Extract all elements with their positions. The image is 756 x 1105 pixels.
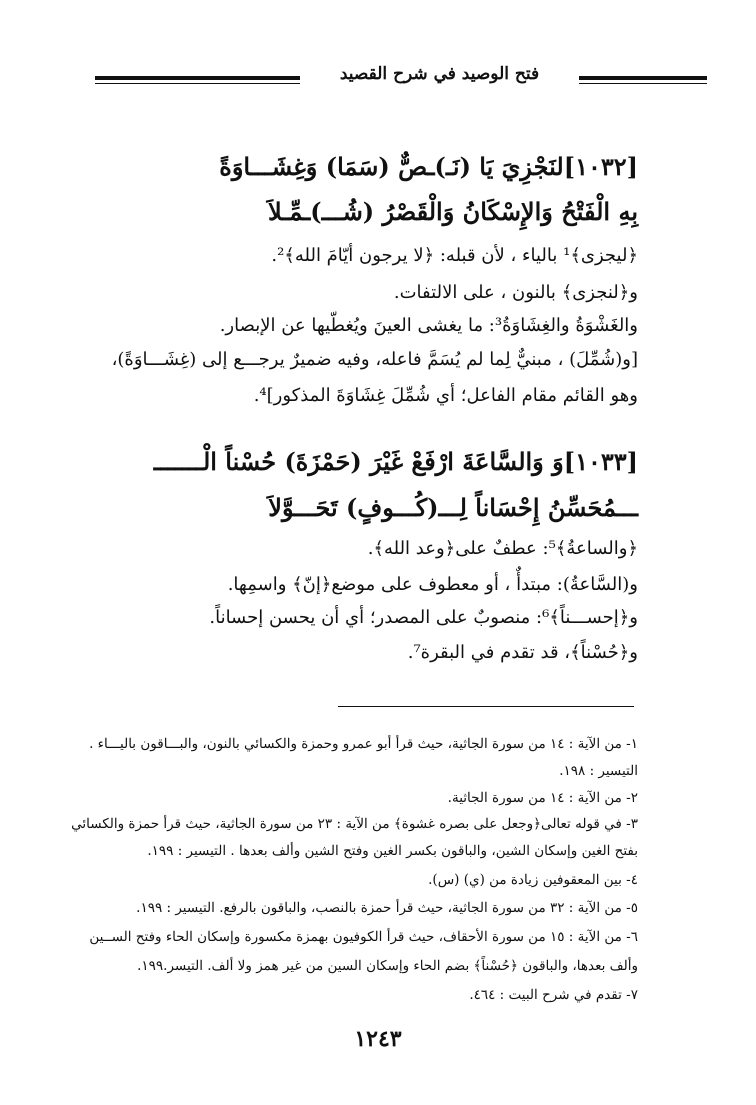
header-rule: [95, 76, 300, 80]
running-header: [95, 62, 707, 92]
verse-1032-line-1: [١٠٣٢]لنَجْزِيَ يَا (نَـ)ـصٌّ (سَمَا) وَغِشَـــاوَةً: [219, 152, 638, 181]
header-rule: [579, 83, 707, 84]
footnote-line: ٧- تقدم في شرح البيت : ٤٦٤.: [469, 987, 638, 1003]
footnote-line: ٦- من الآية : ١٥ من سورة الأحقاف، حيث قرأ الكوفيون بهمزة مكسورة وإسكان الحاء وفتح الســين: [89, 929, 638, 945]
footnote-line: ٣- في قوله تعالى﴿وجعل على بصره غشوة﴾ من الآية : ٢٣ من سورة الجاثية، حيث قرأ حمزة والكسائي: [71, 816, 638, 832]
commentary-line: [و(شُمِّلَ) ، مبنيٌّ لِما لم يُسَمَّ فاعله، وفيه ضميرٌ يرجـــع إلى (غِشَـــاوَةً)،: [111, 349, 638, 370]
commentary-line: والغَشْوَةُ والغِشَاوَةُ³: ما يغشى العينَ ويُغطّيها عن الإبصار.: [219, 315, 638, 336]
header-rule: [579, 76, 707, 80]
commentary-line: و﴿حُسْناً﴾، قد تقدم في البقرة⁷.: [407, 642, 638, 663]
footnote-line: ١- من الآية : ١٤ من سورة الجاثية، حيث قرأ أبو عمرو وحمزة والكسائي بالنون، والبـــاقون باليـــاء .: [89, 736, 638, 752]
commentary-line: و(السَّاعةُ): مبتدأٌ ، أو معطوف على موضع﴿إنّ﴾ واسمِها.: [227, 574, 638, 595]
commentary-line: ﴿والساعةُ﴾⁵: عطفٌ على﴿وعد الله﴾.: [367, 538, 638, 559]
header-rule: [95, 83, 300, 84]
verse-1033-line-2: ـــمُحَسِّنُ إِحْسَاناً لِـــ(كُـــوفٍ) تَحَـــوَّلاَ: [268, 493, 638, 522]
book-title: فتح الوصيد في شرح القصيد: [339, 64, 540, 84]
verse-1033-line-1: [١٠٣٣]وَ وَالسَّاعَةَ ارْفَعْ غَيْرَ (حَمْزَةَ) حُسْناً الْـــــــ: [153, 447, 638, 476]
commentary-line: ﴿ليجزى﴾¹ بالياء ، لأن قبله: ﴿لا يرجون أيّامَ الله﴾².: [271, 245, 638, 266]
footnote-line: وألف بعدها، والباقون ﴿حُسْناً﴾ بضم الحاء وإسكان السين من غير همز ولا ألف. التيسر.١٩٩.: [137, 958, 638, 974]
verse-1032-line-2: بِهِ الْفَتْحُ وَالإِسْكَانُ وَالْقَصْرُ (شُـــ)ـمِّـلاَ: [267, 197, 638, 226]
page-number: ١٢٤٣: [354, 1026, 402, 1052]
commentary-line: و﴿لنجزى﴾ بالنون ، على الالتفات.: [393, 282, 638, 303]
footnote-separator: [338, 706, 634, 707]
footnote-line: ٤- بين المعقوفين زيادة من (ي) (س).: [428, 872, 638, 888]
commentary-line: و﴿إحســـناً﴾⁶: منصوبٌ على المصدر؛ أي أن يحسن إحساناً.: [209, 607, 638, 628]
commentary-line: وهو القائم مقام الفاعل؛ أي شُمِّلَ غِشَاوَةَ المذكور]⁴.: [253, 385, 638, 406]
footnote-line: ٢- من الآية : ١٤ من سورة الجاثية.: [447, 790, 638, 806]
footnote-line: التيسير : ١٩٨.: [559, 763, 638, 779]
footnote-line: بفتح الغين وإسكان الشين، والباقون بكسر الغين وفتح الشين وألف بعدها . التيسير : ١٩٩.: [147, 843, 638, 859]
footnote-line: ٥- من الآية : ٣٢ من سورة الجاثية، حيث قرأ حمزة بالنصب، والباقون بالرفع. التيسير : ١٩٩.: [136, 900, 638, 916]
